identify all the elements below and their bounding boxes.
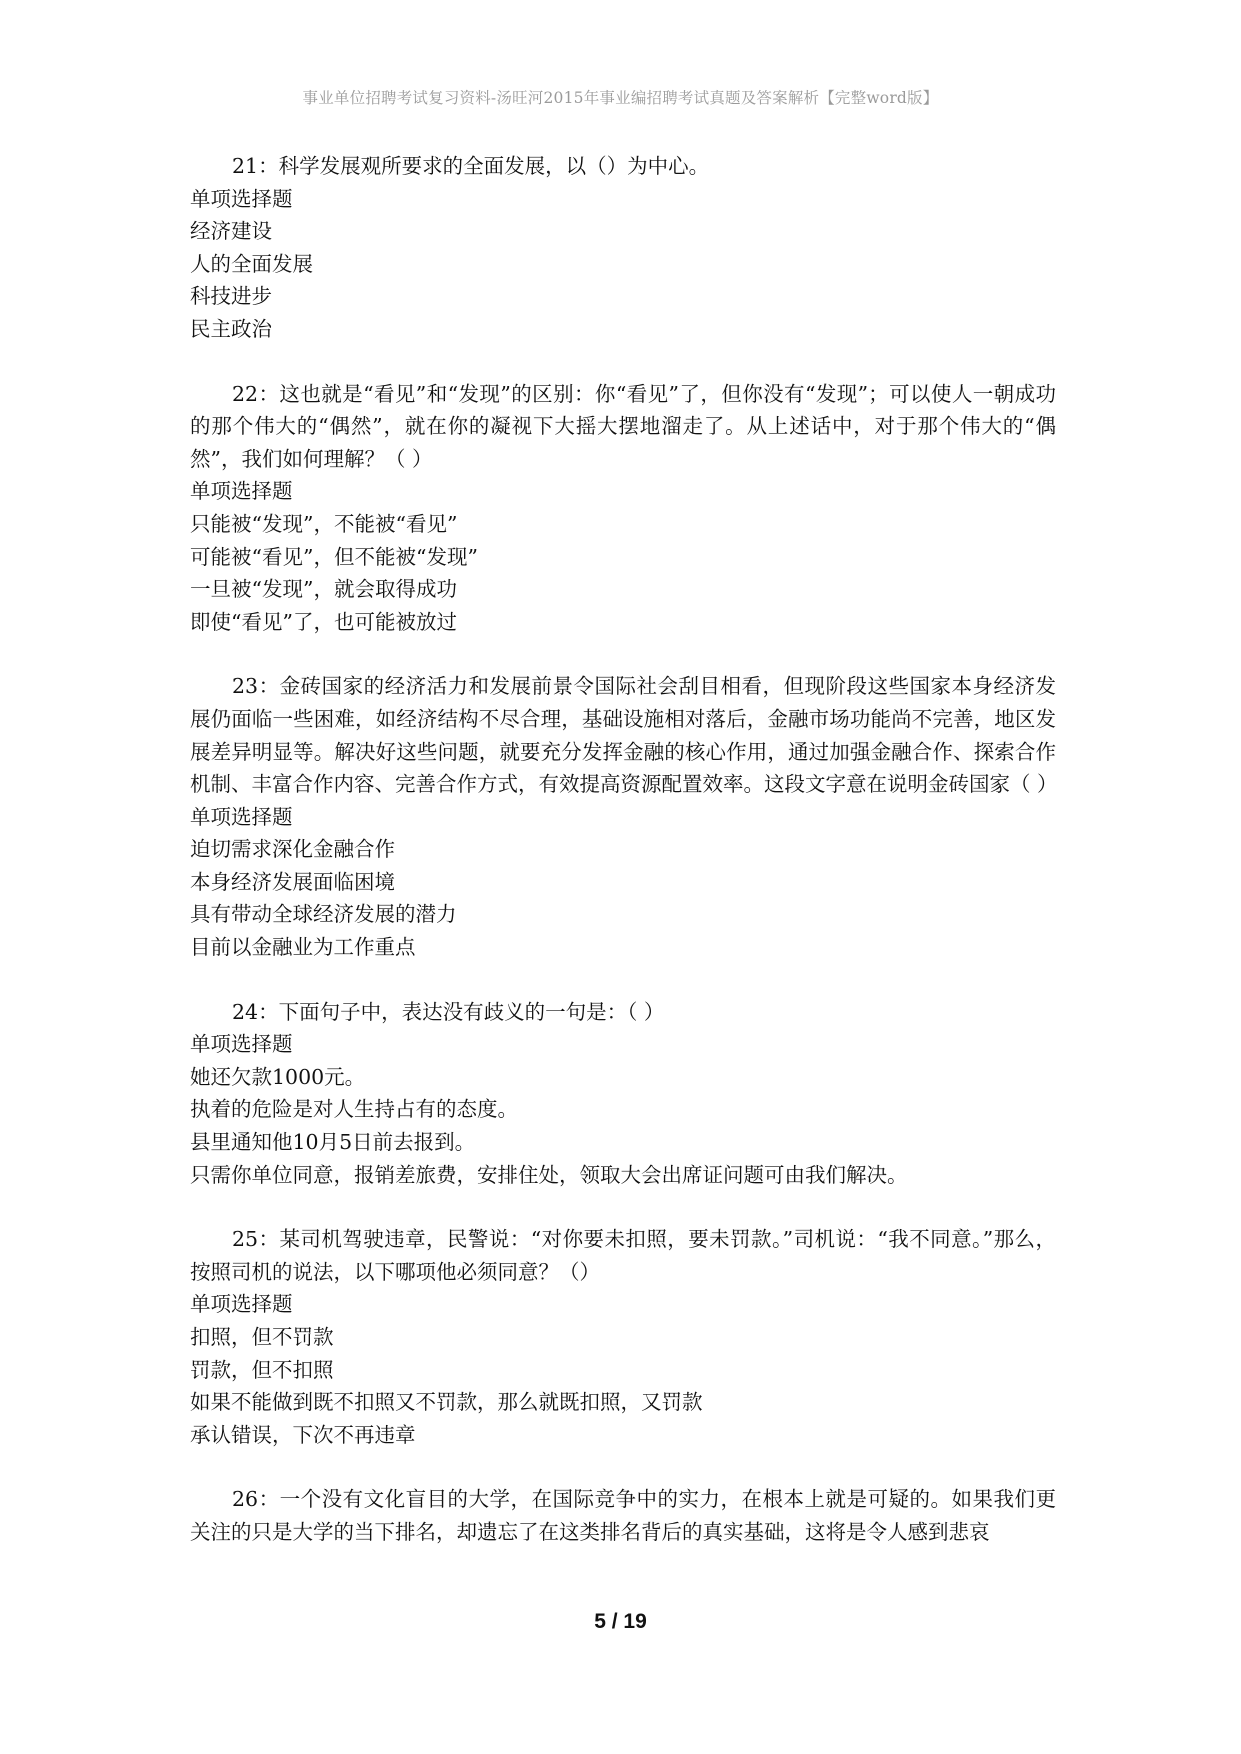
option: 科技进步 [190,284,272,309]
question-23 [190,670,1056,963]
option: 如果不能做到既不扣照又不罚款，那么就既扣照，又罚款 [190,1390,703,1415]
question-type: 单项选择题 [190,1292,293,1317]
option: 扣照，但不罚款 [190,1325,334,1349]
option: 承认错误，下次不再违章 [190,1422,416,1447]
question-stem: 26：一个没有文化盲目的大学，在国际竞争中的实力，在根本上就是可疑的。如果我们更关注的只是大学的当下排名，却遗忘了在这类排名背后的真实基础，这将是令人感到悲哀 [190,1487,1056,1544]
question-type: 单项选择题 [190,804,293,829]
option: 她还欠款1000元。 [190,1064,366,1089]
option: 执着的危险是对人生持占有的态度。 [190,1097,518,1122]
option: 迫切需求深化金融合作 [190,837,395,862]
question-stem: 24：下面句子中，表达没有歧义的一句是：（ ） [232,999,665,1024]
option: 经济建设 [190,219,272,244]
option: 罚款，但不扣照 [190,1357,334,1382]
option: 具有带动全球经济发展的潜力 [190,902,457,927]
page-header: 事业单位招聘考试复习资料-汤旺河2015年事业编招聘考试真题及答案解析【完整word版】 [302,89,939,107]
document-body [190,150,1056,1581]
option: 只需你单位同意，报销差旅费，安排住处，领取大会出席证问题可由我们解决。 [190,1162,908,1187]
option: 人的全面发展 [190,251,313,276]
question-21 [190,150,1056,346]
question-25 [190,1223,1056,1451]
option: 县里通知他10月5日前去报到。 [190,1130,476,1155]
question-type: 单项选择题 [190,186,293,211]
question-stem: 23：金砖国家的经济活力和发展前景令国际社会刮目相看，但现阶段这些国家本身经济发展仍面临一些困难，如经济结构不尽合理，基础设施相对落后，金融市场功能尚不完善，地区发展差异明显等。解决好这些问题，就要充分发挥金融的核心作用，通过加强金融合作、探索合作机制、丰富合作内容、完善合作方式，有效提高资源配置效率。这段文字意在说明金砖国家（ ） [190,674,1058,797]
question-22 [190,378,1056,639]
option: 目前以金融业为工作重点 [190,935,416,960]
question-stem: 25：某司机驾驶违章，民警说：“对你要未扣照，要未罚款。”司机说：“我不同意。”那么，按照司机的说法，以下哪项他必须同意？（） [190,1227,1056,1284]
question-type: 单项选择题 [190,1032,293,1057]
question-24 [190,996,1056,1192]
option: 民主政治 [190,316,272,341]
question-type: 单项选择题 [190,479,293,504]
question-26 [190,1483,1056,1548]
option: 即使“看见”了，也可能被放过 [190,609,457,634]
question-stem: 21：科学发展观所要求的全面发展，以（）为中心。 [232,154,710,178]
option: 一旦被“发现”，就会取得成功 [190,577,457,602]
page-number: 5 / 19 [594,1610,647,1633]
option: 只能被“发现”，不能被“看见” [190,511,458,536]
option: 本身经济发展面临困境 [190,869,395,894]
option: 可能被“看见”，但不能被“发现” [190,544,478,569]
question-stem: 22：这也就是“看见”和“发现”的区别：你“看见”了，但你没有“发现”；可以使人一朝成功的那个伟大的“偶然”，就在你的凝视下大摇大摆地溜走了。从上述话中，对于那个伟大的“偶然”，我们如何理解？（ ） [190,381,1056,471]
